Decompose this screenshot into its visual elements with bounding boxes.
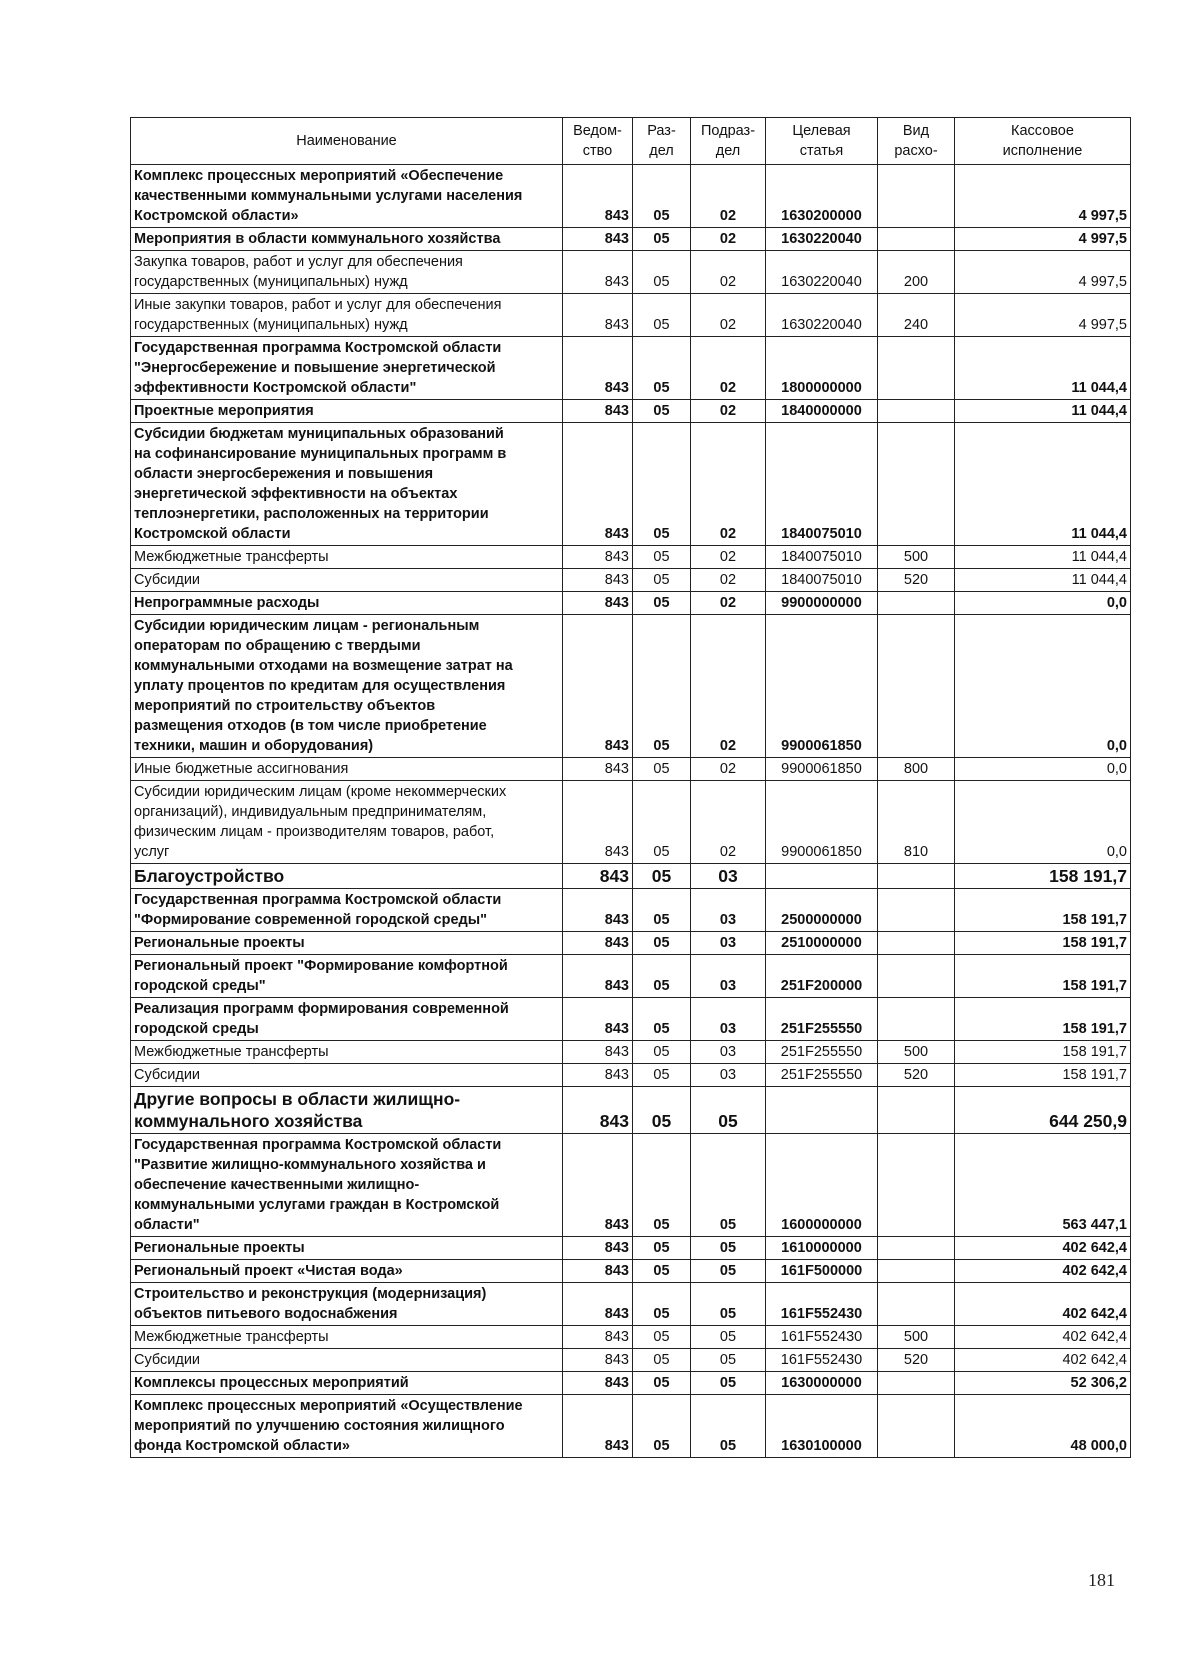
row-vedomstvo: 843: [563, 758, 633, 781]
row-razdel: 05: [633, 1134, 691, 1237]
row-celevaya-statya: 1840000000: [766, 400, 878, 423]
row-kassovoe-ispolnenie: 402 642,4: [955, 1326, 1131, 1349]
table-body: [131, 165, 1131, 1458]
row-vid-rashodov: [878, 1283, 955, 1326]
row-razdel: 05: [633, 1349, 691, 1372]
row-celevaya-statya: [766, 1087, 878, 1134]
row-celevaya-statya: 9900061850: [766, 758, 878, 781]
row-razdel: 05: [633, 400, 691, 423]
row-kassovoe-ispolnenie: 0,0: [955, 615, 1131, 758]
row-celevaya-statya: 1840075010: [766, 423, 878, 546]
table-row: [131, 955, 1131, 998]
row-kassovoe-ispolnenie: 11 044,4: [955, 423, 1131, 546]
row-celevaya-statya: 161F500000: [766, 1260, 878, 1283]
row-celevaya-statya: 161F552430: [766, 1283, 878, 1326]
row-vid-rashodov: 800: [878, 758, 955, 781]
row-podrazdel: 02: [691, 165, 766, 228]
row-podrazdel: 03: [691, 1041, 766, 1064]
table-row: [131, 998, 1131, 1041]
row-vid-rashodov: 500: [878, 546, 955, 569]
row-razdel: 05: [633, 1087, 691, 1134]
row-name: Государственная программа Костромской области "Развитие жилищно-коммунального хозяйства и обеспечение качественными жилищно- коммунальными услугами граждан в Костромской области": [131, 1134, 563, 1237]
row-razdel: 05: [633, 423, 691, 546]
table-row: [131, 1326, 1131, 1349]
row-vid-rashodov: [878, 864, 955, 889]
row-kassovoe-ispolnenie: 11 044,4: [955, 400, 1131, 423]
row-vedomstvo: 843: [563, 1041, 633, 1064]
row-podrazdel: 02: [691, 228, 766, 251]
row-razdel: 05: [633, 294, 691, 337]
row-podrazdel: 02: [691, 251, 766, 294]
header-celevaya: Целевая статья: [766, 118, 878, 165]
table-row: [131, 615, 1131, 758]
row-name: Субсидии: [131, 1064, 563, 1087]
row-vedomstvo: 843: [563, 294, 633, 337]
row-name: Региональный проект «Чистая вода»: [131, 1260, 563, 1283]
table-row: [131, 251, 1131, 294]
row-podrazdel: 02: [691, 400, 766, 423]
row-razdel: 05: [633, 932, 691, 955]
row-name: Региональный проект "Формирование комфортной городской среды": [131, 955, 563, 998]
table-row: [131, 1372, 1131, 1395]
row-kassovoe-ispolnenie: 0,0: [955, 758, 1131, 781]
row-razdel: 05: [633, 1326, 691, 1349]
row-celevaya-statya: 1800000000: [766, 337, 878, 400]
table-row: [131, 889, 1131, 932]
row-name: Строительство и реконструкция (модернизация) объектов питьевого водоснабжения: [131, 1283, 563, 1326]
table-row: [131, 1349, 1131, 1372]
page-number: 181: [1088, 1570, 1115, 1590]
row-kassovoe-ispolnenie: 11 044,4: [955, 546, 1131, 569]
table-row: [131, 864, 1131, 889]
row-razdel: 05: [633, 864, 691, 889]
row-razdel: 05: [633, 615, 691, 758]
row-vedomstvo: 843: [563, 400, 633, 423]
row-name: Межбюджетные трансферты: [131, 1326, 563, 1349]
row-razdel: 05: [633, 1064, 691, 1087]
table-row: [131, 1260, 1131, 1283]
row-podrazdel: 05: [691, 1326, 766, 1349]
row-celevaya-statya: 1630220040: [766, 294, 878, 337]
table-row: [131, 165, 1131, 228]
row-celevaya-statya: 251F255550: [766, 1064, 878, 1087]
row-vid-rashodov: 520: [878, 1064, 955, 1087]
row-name: Комплекс процессных мероприятий «Обеспечение качественными коммунальными услугами населения Костромской области»: [131, 165, 563, 228]
row-razdel: 05: [633, 592, 691, 615]
header-razdel: Раз- дел: [633, 118, 691, 165]
table-row: [131, 758, 1131, 781]
table-row: [131, 569, 1131, 592]
row-vedomstvo: 843: [563, 1395, 633, 1458]
row-vedomstvo: 843: [563, 228, 633, 251]
row-podrazdel: 03: [691, 955, 766, 998]
row-razdel: 05: [633, 228, 691, 251]
table-row: [131, 1134, 1131, 1237]
row-vid-rashodov: 500: [878, 1041, 955, 1064]
row-kassovoe-ispolnenie: 402 642,4: [955, 1237, 1131, 1260]
row-name: Проектные мероприятия: [131, 400, 563, 423]
row-vid-rashodov: [878, 889, 955, 932]
row-name: Иные бюджетные ассигнования: [131, 758, 563, 781]
row-celevaya-statya: 1840075010: [766, 569, 878, 592]
row-razdel: 05: [633, 546, 691, 569]
header-vedomstvo: Ведом- ство: [563, 118, 633, 165]
row-vid-rashodov: 500: [878, 1326, 955, 1349]
row-vid-rashodov: 200: [878, 251, 955, 294]
table-header-row: [131, 118, 1131, 165]
row-kassovoe-ispolnenie: 563 447,1: [955, 1134, 1131, 1237]
row-podrazdel: 05: [691, 1260, 766, 1283]
row-kassovoe-ispolnenie: 402 642,4: [955, 1260, 1131, 1283]
row-celevaya-statya: 251F200000: [766, 955, 878, 998]
row-razdel: 05: [633, 1260, 691, 1283]
budget-table: [130, 117, 1131, 1458]
table-row: [131, 592, 1131, 615]
row-vedomstvo: 843: [563, 1134, 633, 1237]
row-podrazdel: 05: [691, 1372, 766, 1395]
table-row: [131, 1283, 1131, 1326]
row-podrazdel: 02: [691, 781, 766, 864]
row-name: Непрограммные расходы: [131, 592, 563, 615]
row-vid-rashodov: [878, 400, 955, 423]
row-razdel: 05: [633, 1395, 691, 1458]
row-vedomstvo: 843: [563, 781, 633, 864]
row-celevaya-statya: 9900000000: [766, 592, 878, 615]
table-row: [131, 1395, 1131, 1458]
row-vid-rashodov: [878, 1372, 955, 1395]
table-row: [131, 781, 1131, 864]
row-celevaya-statya: 1630220040: [766, 251, 878, 294]
row-name: Межбюджетные трансферты: [131, 546, 563, 569]
row-celevaya-statya: 251F255550: [766, 998, 878, 1041]
row-podrazdel: 02: [691, 294, 766, 337]
row-vedomstvo: 843: [563, 955, 633, 998]
row-name: Региональные проекты: [131, 1237, 563, 1260]
row-podrazdel: 02: [691, 569, 766, 592]
table-row: [131, 546, 1131, 569]
row-celevaya-statya: 2500000000: [766, 889, 878, 932]
row-celevaya-statya: 1630000000: [766, 1372, 878, 1395]
row-kassovoe-ispolnenie: 402 642,4: [955, 1283, 1131, 1326]
row-podrazdel: 05: [691, 1283, 766, 1326]
row-name: Реализация программ формирования современной городской среды: [131, 998, 563, 1041]
row-celevaya-statya: 2510000000: [766, 932, 878, 955]
row-kassovoe-ispolnenie: 52 306,2: [955, 1372, 1131, 1395]
row-vid-rashodov: [878, 1237, 955, 1260]
row-podrazdel: 02: [691, 758, 766, 781]
row-name: Субсидии юридическим лицам - региональным операторам по обращению с твердыми коммунальными отходами на возмещение затрат на уплату процентов по кредитам для осуществления мероприятий по строительству объектов размещения отходов (в том числе приобретение техники, машин и оборудования): [131, 615, 563, 758]
row-celevaya-statya: 251F255550: [766, 1041, 878, 1064]
row-kassovoe-ispolnenie: 158 191,7: [955, 932, 1131, 955]
row-celevaya-statya: [766, 864, 878, 889]
row-vid-rashodov: [878, 955, 955, 998]
row-name: Закупка товаров, работ и услуг для обеспечения государственных (муниципальных) нужд: [131, 251, 563, 294]
row-vedomstvo: 843: [563, 1237, 633, 1260]
row-kassovoe-ispolnenie: 4 997,5: [955, 228, 1131, 251]
row-kassovoe-ispolnenie: 402 642,4: [955, 1349, 1131, 1372]
table-row: [131, 1087, 1131, 1134]
row-vedomstvo: 843: [563, 615, 633, 758]
row-razdel: 05: [633, 251, 691, 294]
row-vid-rashodov: [878, 1395, 955, 1458]
row-razdel: 05: [633, 998, 691, 1041]
row-razdel: 05: [633, 1372, 691, 1395]
row-vid-rashodov: [878, 337, 955, 400]
row-podrazdel: 03: [691, 998, 766, 1041]
table-row: [131, 1237, 1131, 1260]
row-vedomstvo: 843: [563, 1372, 633, 1395]
table-row: [131, 1064, 1131, 1087]
row-podrazdel: 05: [691, 1087, 766, 1134]
row-vedomstvo: 843: [563, 932, 633, 955]
row-name: Субсидии юридическим лицам (кроме некоммерческих организаций), индивидуальным предпринимателям, физическим лицам - производителям товаров, работ, услуг: [131, 781, 563, 864]
row-kassovoe-ispolnenie: 0,0: [955, 781, 1131, 864]
row-vedomstvo: 843: [563, 165, 633, 228]
row-name: Государственная программа Костромской области "Энергосбережение и повышение энергетической эффективности Костромской области": [131, 337, 563, 400]
row-kassovoe-ispolnenie: 158 191,7: [955, 1064, 1131, 1087]
row-name: Субсидии бюджетам муниципальных образований на софинансирование муниципальных программ в области энергосбережения и повышения энергетической эффективности на объектах теплоэнергетики, расположенных на территории Костромской области: [131, 423, 563, 546]
row-name: Мероприятия в области коммунального хозяйства: [131, 228, 563, 251]
table-row: [131, 932, 1131, 955]
row-name: Субсидии: [131, 1349, 563, 1372]
table-row: [131, 400, 1131, 423]
table-row: [131, 228, 1131, 251]
row-name: Другие вопросы в области жилищно- коммунального хозяйства: [131, 1087, 563, 1134]
row-name: Межбюджетные трансферты: [131, 1041, 563, 1064]
row-vid-rashodov: [878, 998, 955, 1041]
row-podrazdel: 03: [691, 864, 766, 889]
row-vedomstvo: 843: [563, 1260, 633, 1283]
row-vid-rashodov: 240: [878, 294, 955, 337]
row-podrazdel: 03: [691, 1064, 766, 1087]
row-name: Комплексы процессных мероприятий: [131, 1372, 563, 1395]
row-podrazdel: 03: [691, 932, 766, 955]
row-celevaya-statya: 9900061850: [766, 781, 878, 864]
header-vid: Вид расхо-: [878, 118, 955, 165]
row-razdel: 05: [633, 955, 691, 998]
table-row: [131, 337, 1131, 400]
row-podrazdel: 02: [691, 423, 766, 546]
row-podrazdel: 05: [691, 1349, 766, 1372]
row-name: Региональные проекты: [131, 932, 563, 955]
table-row: [131, 423, 1131, 546]
row-kassovoe-ispolnenie: 158 191,7: [955, 889, 1131, 932]
row-celevaya-statya: 9900061850: [766, 615, 878, 758]
row-vid-rashodov: [878, 1087, 955, 1134]
row-podrazdel: 05: [691, 1395, 766, 1458]
row-podrazdel: 02: [691, 337, 766, 400]
row-celevaya-statya: 1840075010: [766, 546, 878, 569]
row-podrazdel: 02: [691, 592, 766, 615]
row-razdel: 05: [633, 781, 691, 864]
row-vid-rashodov: 520: [878, 1349, 955, 1372]
row-vid-rashodov: [878, 615, 955, 758]
row-vedomstvo: 843: [563, 423, 633, 546]
row-kassovoe-ispolnenie: 0,0: [955, 592, 1131, 615]
row-vid-rashodov: [878, 423, 955, 546]
row-razdel: 05: [633, 758, 691, 781]
row-vid-rashodov: [878, 228, 955, 251]
row-vedomstvo: 843: [563, 569, 633, 592]
row-celevaya-statya: 1630220040: [766, 228, 878, 251]
row-podrazdel: 05: [691, 1237, 766, 1260]
row-podrazdel: 03: [691, 889, 766, 932]
row-podrazdel: 02: [691, 615, 766, 758]
row-kassovoe-ispolnenie: 158 191,7: [955, 864, 1131, 889]
row-name: Благоустройство: [131, 864, 563, 889]
row-vedomstvo: 843: [563, 546, 633, 569]
row-vedomstvo: 843: [563, 1349, 633, 1372]
header-kassovoe: Кассовое исполнение: [955, 118, 1131, 165]
row-vid-rashodov: 520: [878, 569, 955, 592]
row-vedomstvo: 843: [563, 251, 633, 294]
header-podrazdel: Подраз- дел: [691, 118, 766, 165]
row-vedomstvo: 843: [563, 889, 633, 932]
row-podrazdel: 05: [691, 1134, 766, 1237]
row-vid-rashodov: [878, 932, 955, 955]
row-name: Иные закупки товаров, работ и услуг для обеспечения государственных (муниципальных) нужд: [131, 294, 563, 337]
row-podrazdel: 02: [691, 546, 766, 569]
row-vedomstvo: 843: [563, 1087, 633, 1134]
row-kassovoe-ispolnenie: 11 044,4: [955, 569, 1131, 592]
table-row: [131, 294, 1131, 337]
row-kassovoe-ispolnenie: 11 044,4: [955, 337, 1131, 400]
row-razdel: 05: [633, 337, 691, 400]
row-kassovoe-ispolnenie: 4 997,5: [955, 165, 1131, 228]
row-razdel: 05: [633, 165, 691, 228]
row-kassovoe-ispolnenie: 158 191,7: [955, 998, 1131, 1041]
row-vedomstvo: 843: [563, 337, 633, 400]
row-kassovoe-ispolnenie: 48 000,0: [955, 1395, 1131, 1458]
row-vedomstvo: 843: [563, 864, 633, 889]
row-kassovoe-ispolnenie: 158 191,7: [955, 955, 1131, 998]
row-vid-rashodov: [878, 592, 955, 615]
row-razdel: 05: [633, 1237, 691, 1260]
row-vid-rashodov: [878, 1134, 955, 1237]
row-vedomstvo: 843: [563, 592, 633, 615]
row-vedomstvo: 843: [563, 1064, 633, 1087]
row-name: Субсидии: [131, 569, 563, 592]
row-razdel: 05: [633, 569, 691, 592]
row-kassovoe-ispolnenie: 4 997,5: [955, 294, 1131, 337]
header-name: Наименование: [131, 118, 563, 165]
row-kassovoe-ispolnenie: 644 250,9: [955, 1087, 1131, 1134]
row-celevaya-statya: 1630200000: [766, 165, 878, 228]
row-name: Комплекс процессных мероприятий «Осуществление мероприятий по улучшению состояния жилищного фонда Костромской области»: [131, 1395, 563, 1458]
row-razdel: 05: [633, 1041, 691, 1064]
row-celevaya-statya: 161F552430: [766, 1326, 878, 1349]
row-vedomstvo: 843: [563, 998, 633, 1041]
row-kassovoe-ispolnenie: 4 997,5: [955, 251, 1131, 294]
row-celevaya-statya: 1600000000: [766, 1134, 878, 1237]
row-vedomstvo: 843: [563, 1283, 633, 1326]
row-celevaya-statya: 161F552430: [766, 1349, 878, 1372]
row-name: Государственная программа Костромской области "Формирование современной городской среды": [131, 889, 563, 932]
row-razdel: 05: [633, 1283, 691, 1326]
row-vedomstvo: 843: [563, 1326, 633, 1349]
row-vid-rashodov: [878, 165, 955, 228]
row-vid-rashodov: 810: [878, 781, 955, 864]
row-celevaya-statya: 1630100000: [766, 1395, 878, 1458]
row-razdel: 05: [633, 889, 691, 932]
table-row: [131, 1041, 1131, 1064]
row-celevaya-statya: 1610000000: [766, 1237, 878, 1260]
row-vid-rashodov: [878, 1260, 955, 1283]
row-kassovoe-ispolnenie: 158 191,7: [955, 1041, 1131, 1064]
